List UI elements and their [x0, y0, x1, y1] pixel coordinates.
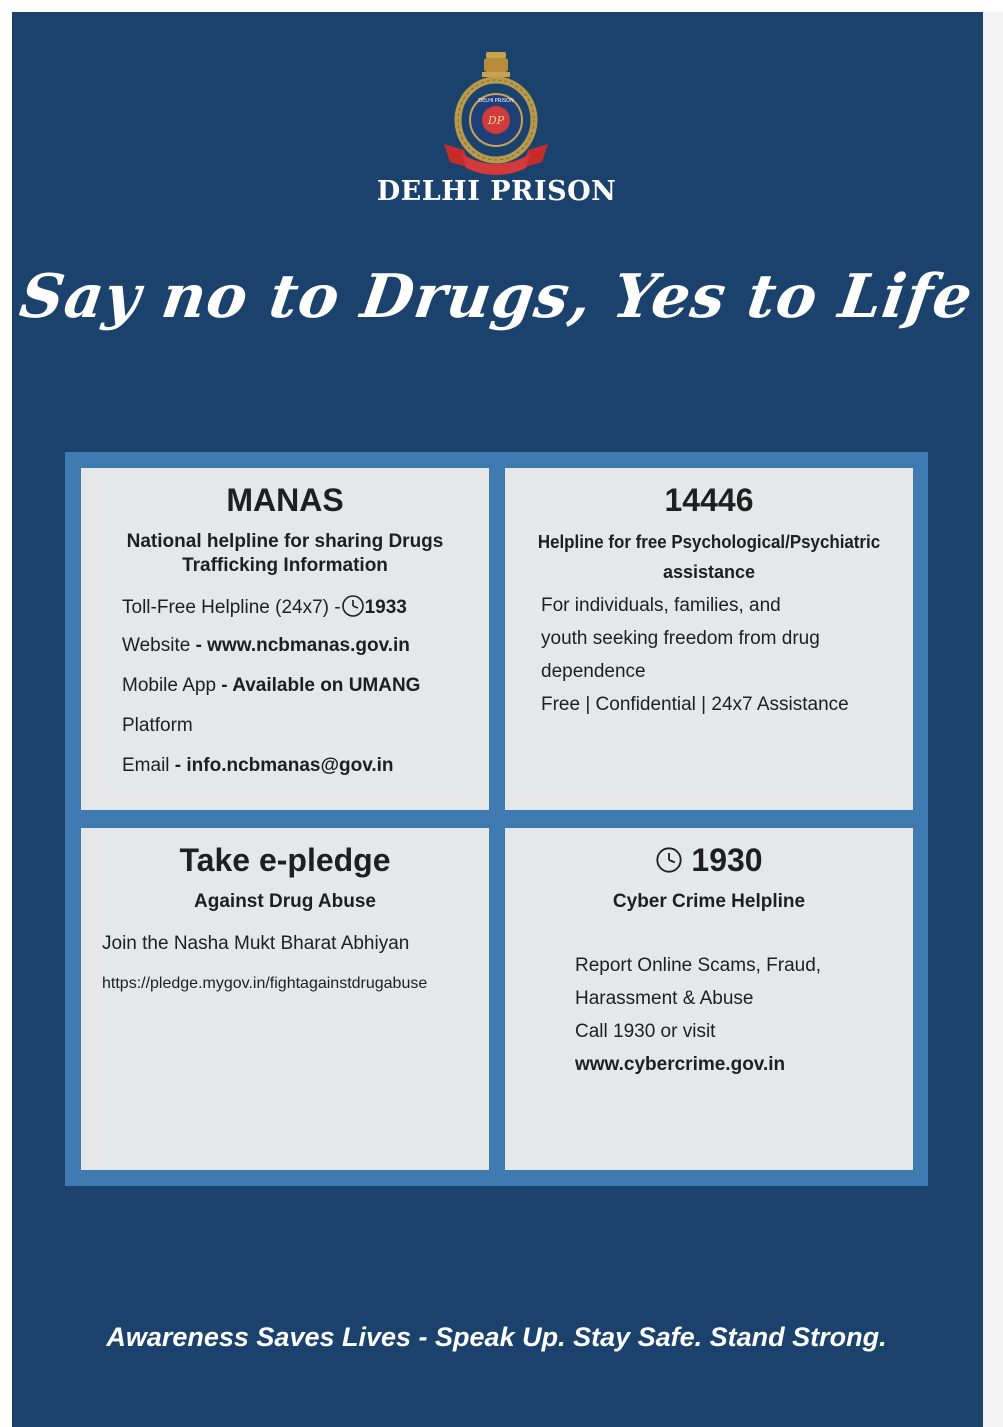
helpline-14446-subtitle-line-2: assistance — [662, 562, 756, 582]
clock-icon — [341, 594, 365, 618]
helpline-14446-line-3: dependence — [541, 661, 646, 682]
manas-app-line-2: Platform — [122, 715, 193, 736]
delhi-prison-emblem-icon — [440, 50, 552, 180]
cyber-title: 1930 — [691, 842, 763, 878]
helpline-14446-title: 14446 — [664, 482, 754, 518]
organization-name: DELHI PRISON — [376, 176, 617, 207]
epledge-subtitle: Against Drug Abuse — [194, 891, 376, 912]
svg-text:DP: DP — [487, 114, 505, 127]
cyber-line-2: Harassment & Abuse — [575, 988, 754, 1009]
helpline-14446-subtitle-line-1: Helpline for free Psychological/Psychiatric — [537, 532, 881, 552]
helpline-14446-line-2: youth seeking freedom from drug — [541, 628, 820, 649]
epledge-title: Take e-pledge — [179, 842, 391, 878]
manas-app-line — [122, 674, 420, 698]
website-label: Website — [122, 635, 191, 656]
cyber-line-3: Call 1930 or visit — [575, 1021, 716, 1042]
tollfree-label: Toll-Free Helpline (24x7) - — [122, 597, 341, 618]
clock-icon — [655, 846, 683, 874]
manas-email-line — [122, 754, 394, 778]
tollfree-number: 1933 — [364, 597, 407, 618]
cyber-subtitle: Cyber Crime Helpline — [612, 891, 806, 912]
svg-text:DELHI PRISON: DELHI PRISON — [478, 98, 514, 104]
epledge-line-1: Join the Nasha Mukt Bharat Abhiyan — [102, 933, 410, 954]
manas-card — [81, 468, 489, 810]
cyber-crime-card — [505, 828, 913, 1170]
footer-tagline: Awareness Saves Lives - Speak Up. Stay Safe. Stand Strong. — [106, 1322, 887, 1352]
email-label: Email — [122, 755, 170, 776]
app-label: Mobile App — [122, 675, 217, 696]
manas-email-link[interactable]: - info.ncbmanas@gov.in — [174, 755, 394, 776]
cyber-title-row — [505, 842, 913, 879]
cyber-website-link[interactable]: www.cybercrime.gov.in — [575, 1054, 786, 1075]
manas-website-line — [122, 634, 410, 658]
manas-subtitle-line-2: Trafficking Information — [182, 555, 388, 576]
helpline-14446-line-1: For individuals, families, and — [541, 595, 781, 616]
helpline-14446-line-4: Free | Confidential | 24x7 Assistance — [541, 694, 849, 715]
manas-website-link[interactable]: - www.ncbmanas.gov.in — [195, 635, 410, 656]
epledge-url-link[interactable]: https://pledge.mygov.in/fightagainstdrugabuse — [102, 975, 428, 992]
manas-subtitle-line-1: National helpline for sharing Drugs — [126, 531, 444, 552]
helpline-14446-card — [505, 468, 913, 810]
manas-tollfree-line — [122, 594, 407, 620]
slogan-heading: Say no to Drugs, Yes to Life — [15, 262, 978, 332]
manas-title: MANAS — [226, 482, 344, 518]
page-edge — [983, 12, 1003, 1427]
cyber-line-1: Report Online Scams, Fraud, — [575, 955, 822, 976]
app-value: - Available on UMANG — [221, 675, 421, 696]
epledge-card — [81, 828, 489, 1170]
